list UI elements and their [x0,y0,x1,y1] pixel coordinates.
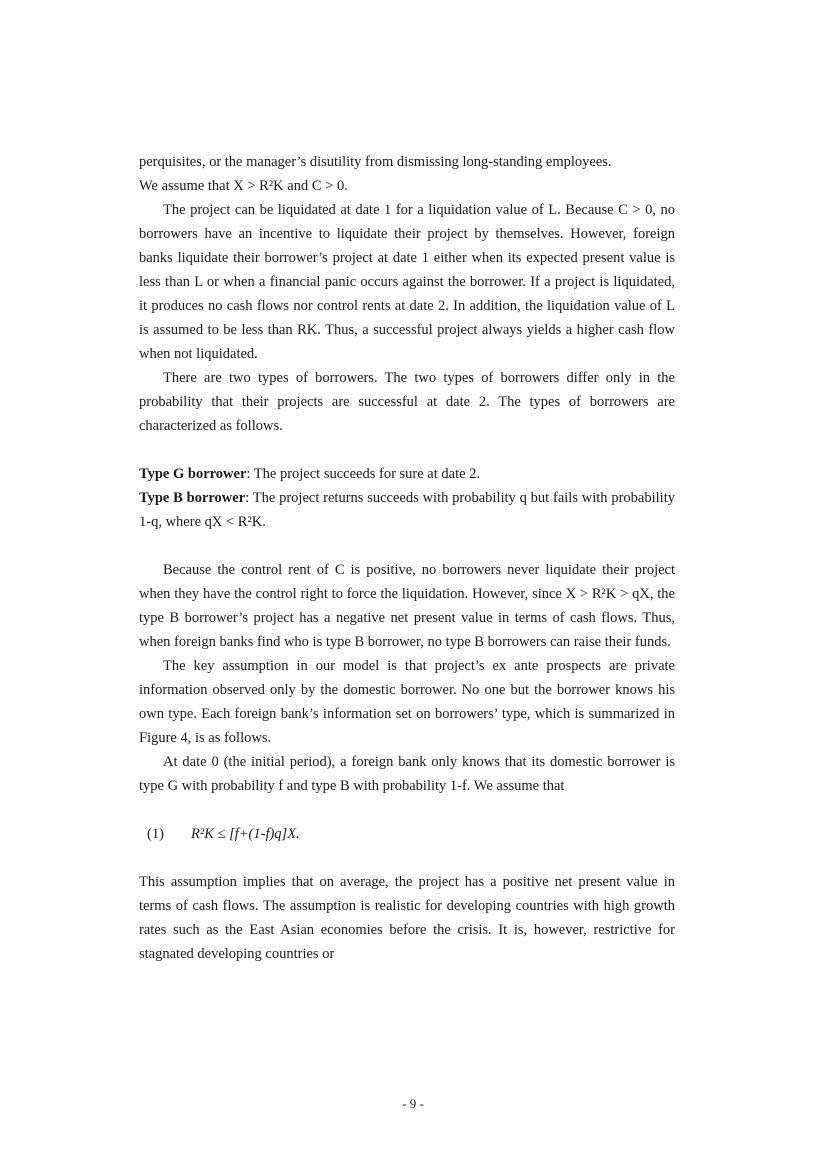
paragraph-assumption-implication: This assumption implies that on average, the project has a positive net present value in terms of cash flows. The assumption is realistic for developing countries with high growth rates such as the East Asian economies before the crisis. It is, however, restrictive for stagnated developing countries or [139,874,675,962]
p1-line1: perquisites, or the manager’s disutility from dismissing long-standing employees. [139,154,612,170]
page-body [139,150,675,966]
equation-number: (1) [147,826,164,842]
type-b-label: Type B borrower [139,490,246,506]
paragraph-date-zero: At date 0 (the initial period), a foreign bank only knows that its domestic borrower is type G with probability f and type B with probability 1-f. We assume that [139,754,675,794]
spacer [139,438,675,462]
type-g-label: Type G borrower [139,466,247,482]
type-b-text: : The project returns succeeds with probability q but fails with probability 1-q, where qX < R²K. [139,490,675,530]
page-number: - 9 - [402,1096,424,1111]
paragraph-key-assumption: The key assumption in our model is that project’s ex ante prospects are private information observed only by the domestic borrower. No one but the borrower knows his own type. Each foreign bank’s information set on borrowers’ type, which is summarized in Figure 4, is as follows. [139,658,675,746]
p1-line2: We assume that X > R²K and C > 0. [139,178,348,194]
type-b-definition [139,486,675,534]
type-g-definition [139,462,675,486]
spacer [139,846,675,870]
equation-1 [139,822,675,846]
paragraph-borrower-types: There are two types of borrowers. The two types of borrowers differ only in the probability that their projects are successful at date 2. The types of borrowers are characterized as follows. [139,370,675,434]
paragraph-liquidation: The project can be liquidated at date 1 for a liquidation value of L. Because C > 0, no borrowers have an incentive to liquidate their project by themselves. However, foreign banks liquidate their borrower’s project at date 1 either when its expected present value is less than L or when a financial panic occurs against the borrower. If a project is liquidated, it produces no cash flows nor control rents at date 2. In addition, the liquidation value of L is assumed to be less than RK. Thus, a successful project always yields a higher cash flow when not liquidated. [139,202,675,362]
paragraph-continuation [139,150,675,198]
paragraph-control-rent: Because the control rent of C is positive, no borrowers never liquidate their project when they have the control right to force the liquidation. However, since X > R²K > qX, the type B borrower’s project has a negative net present value in terms of cash flows. Thus, when foreign banks find who is type B borrower, no type B borrowers can raise their funds. [139,562,675,650]
type-g-text: : The project succeeds for sure at date 2. [246,466,481,482]
equation-body: R²K ≤ [f+(1-f)q]X. [191,826,300,842]
spacer [139,798,675,822]
spacer [139,534,675,558]
